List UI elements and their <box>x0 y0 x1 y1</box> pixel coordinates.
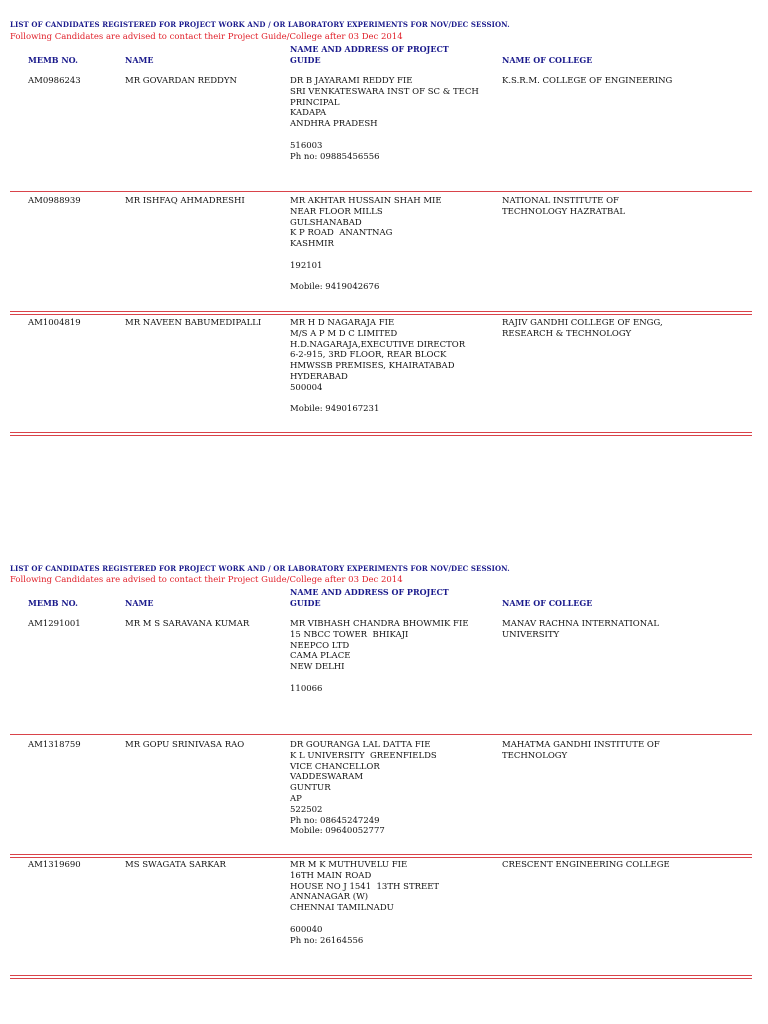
column-header-guide-line2: GUIDE <box>290 55 321 65</box>
column-header-guide-line2: GUIDE <box>290 598 321 608</box>
row-guide-address: DR B JAYARAMI REDDY FIE SRI VENKATESWARA INST OF SC & TECH PRINCIPAL KADAPA ANDHRA PRADESH 516003 Ph no: 09885456556 <box>290 76 479 162</box>
row-candidate-name: MR M S SARAVANA KUMAR <box>125 619 250 629</box>
list-title: LIST OF CANDIDATES REGISTERED FOR PROJECT WORK AND / OR LABORATORY EXPERIMENTS FOR NOV/DEC SESSION. <box>10 564 510 573</box>
list-title: LIST OF CANDIDATES REGISTERED FOR PROJECT WORK AND / OR LABORATORY EXPERIMENTS FOR NOV/DEC SESSION. <box>10 20 510 29</box>
row-college-name: CRESCENT ENGINEERING COLLEGE <box>502 860 670 870</box>
row-guide-address: MR H D NAGARAJA FIE M/S A P M D C LIMITED H.D.NAGARAJA,EXECUTIVE DIRECTOR 6-2-915, 3RD FLOOR, REAR BLOCK HMWSSB PREMISES, KHAIRATABAD HYDERABAD 500004 Mobile: 9490167231 <box>290 318 466 415</box>
row-college-name: RAJIV GANDHI COLLEGE OF ENGG, RESEARCH & TECHNOLOGY <box>502 318 663 339</box>
row-college-name: K.S.R.M. COLLEGE OF ENGINEERING <box>502 76 673 86</box>
row-college-name: MANAV RACHNA INTERNATIONAL UNIVERSITY <box>502 619 659 640</box>
column-header-name: NAME <box>125 598 154 608</box>
column-header-guide-line1: NAME AND ADDRESS OF PROJECT <box>290 44 449 54</box>
row-guide-address: MR M K MUTHUVELU FIE 16TH MAIN ROAD HOUSE NO J 1541 13TH STREET ANNANAGAR (W) CHENNAI TAMILNADU 600040 Ph no: 26164556 <box>290 860 440 946</box>
column-header-college: NAME OF COLLEGE <box>502 598 593 608</box>
row-divider <box>10 734 752 735</box>
row-divider <box>10 854 752 858</box>
row-memb-no: AM1004819 <box>28 318 81 328</box>
row-memb-no: AM0988939 <box>28 196 81 206</box>
row-candidate-name: MR ISHFAQ AHMADRESHI <box>125 196 245 206</box>
row-candidate-name: MR GOVARDAN REDDYN <box>125 76 237 86</box>
row-guide-address: MR VIBHASH CHANDRA BHOWMIK FIE 15 NBCC TOWER BHIKAJI NEEPCO LTD CAMA PLACE NEW DELHI 110066 <box>290 619 469 694</box>
section-end-divider <box>10 975 752 979</box>
row-candidate-name: MS SWAGATA SARKAR <box>125 860 226 870</box>
row-memb-no: AM1319690 <box>28 860 81 870</box>
row-memb-no: AM1291001 <box>28 619 81 629</box>
row-memb-no: AM1318759 <box>28 740 81 750</box>
row-guide-address: MR AKHTAR HUSSAIN SHAH MIE NEAR FLOOR MILLS GULSHANABAD K P ROAD ANANTNAG KASHMIR 192101 Mobile: 9419042676 <box>290 196 442 293</box>
column-header-guide-line1: NAME AND ADDRESS OF PROJECT <box>290 587 449 597</box>
column-header-memb-no: MEMB NO. <box>28 598 78 608</box>
row-memb-no: AM0986243 <box>28 76 81 86</box>
row-college-name: NATIONAL INSTITUTE OF TECHNOLOGY HAZRATBAL <box>502 196 625 217</box>
list-subtitle: Following Candidates are advised to contact their Project Guide/College after 03 Dec 2014 <box>10 32 403 42</box>
row-college-name: MAHATMA GANDHI INSTITUTE OF TECHNOLOGY <box>502 740 660 761</box>
list-subtitle: Following Candidates are advised to contact their Project Guide/College after 03 Dec 2014 <box>10 575 403 585</box>
row-candidate-name: MR NAVEEN BABUMEDIPALLI <box>125 318 262 328</box>
column-header-name: NAME <box>125 55 154 65</box>
row-guide-address: DR GOURANGA LAL DATTA FIE K L UNIVERSITY GREENFIELDS VICE CHANCELLOR VADDESWARAM GUNTUR AP 522502 Ph no: 08645247249 Mobile: 09640052777 <box>290 740 437 837</box>
row-candidate-name: MR GOPU SRINIVASA RAO <box>125 740 245 750</box>
column-header-memb-no: MEMB NO. <box>28 55 78 65</box>
column-header-college: NAME OF COLLEGE <box>502 55 593 65</box>
